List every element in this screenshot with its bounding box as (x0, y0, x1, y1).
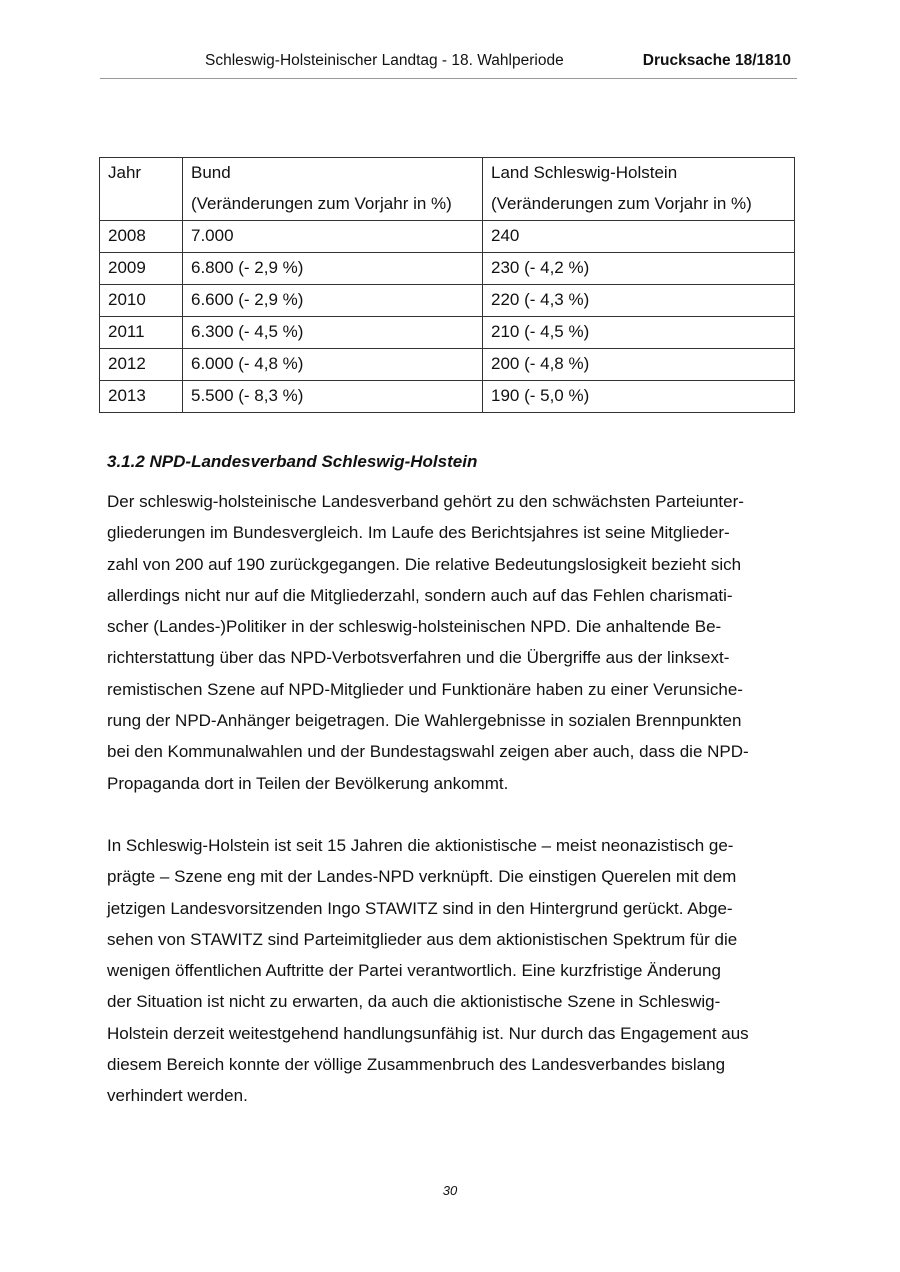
federal-cell: 6.300 (- 4,5 %) (183, 317, 483, 349)
state-cell: 220 (- 4,3 %) (483, 285, 795, 317)
text-line: In Schleswig-Holstein ist seit 15 Jahren die aktionistische – meist neonazistisch ge- (107, 836, 734, 855)
text-line: verhindert werden. (107, 1086, 248, 1106)
header-cell-federal: Bund (Veränderungen zum Vorjahr in %) (183, 158, 483, 221)
year-cell: 2012 (100, 349, 183, 381)
document-reference: Drucksache 18/1810 (642, 52, 791, 69)
text-line: Der schleswig-holsteinische Landesverband gehört zu den schwächsten Parteiunter- (107, 492, 744, 511)
year-cell: 2009 (100, 253, 183, 285)
state-cell: 200 (- 4,8 %) (483, 349, 795, 381)
table-row (100, 253, 795, 285)
text-line: remistischen Szene auf NPD-Mitglieder und Funktionäre haben zu einer Verunsiche- (107, 679, 743, 699)
text-line: zahl von 200 auf 190 zurückgegangen. Die relative Bedeutungslosigkeit bezieht sich (107, 554, 742, 574)
text-line: richterstattung über das NPD-Verbotsverfahren und die Übergriffe aus der linksext- (107, 648, 730, 668)
year-cell: 2011 (100, 317, 183, 349)
text-line: bei den Kommunalwahlen und der Bundestagswahl zeigen aber auch, dass die NPD- (107, 742, 749, 762)
text-line: diesem Bereich konnte der völlige Zusammenbruch des Landesverbandes bislang (107, 1055, 726, 1075)
federal-cell: 6.600 (- 2,9 %) (183, 285, 483, 317)
text-line: der Situation ist nicht zu erwarten, da auch die aktionistische Szene in Schleswig- (107, 992, 721, 1012)
header-title: Schleswig-Holsteinischer Landtag - 18. Wahlperiode (205, 52, 564, 69)
text-line: allerdings nicht nur auf die Mitgliederzahl, sondern auch auf das Fehlen charismati- (107, 585, 733, 605)
paragraph-1 (107, 486, 797, 799)
year-cell: 2013 (100, 381, 183, 413)
state-cell: 230 (- 4,2 %) (483, 253, 795, 285)
table-row (100, 317, 795, 349)
table-row (100, 285, 795, 317)
text-line: rung der NPD-Anhänger beigetragen. Die Wahlergebnisse in sozialen Brennpunkten (107, 711, 742, 731)
federal-cell: 6.000 (- 4,8 %) (183, 349, 483, 381)
federal-cell: 7.000 (183, 221, 483, 253)
page-number: 30 (442, 1183, 458, 1198)
text-line: Holstein derzeit weitestgehend handlungsunfähig ist. Nur durch das Engagement aus (107, 1023, 749, 1043)
year-cell: 2010 (100, 285, 183, 317)
state-cell: 240 (483, 221, 795, 253)
paragraph-2 (107, 830, 797, 1112)
year-cell: 2008 (100, 221, 183, 253)
header-cell-state: Land Schleswig-Holstein (Veränderungen zum Vorjahr in %) (483, 158, 795, 221)
text-line: jetzigen Landesvorsitzenden Ingo STAWITZ sind in den Hintergrund gerückt. Abge- (107, 898, 733, 918)
state-cell: 190 (- 5,0 %) (483, 381, 795, 413)
federal-cell: 6.800 (- 2,9 %) (183, 253, 483, 285)
membership-table (99, 157, 795, 413)
table-row (100, 349, 795, 381)
text-line: Propaganda dort in Teilen der Bevölkerung ankommt. (107, 773, 509, 793)
page-header (100, 52, 797, 79)
text-line: gliederungen im Bundesvergleich. Im Laufe des Berichtsjahres ist seine Mitglieder- (107, 523, 730, 543)
federal-cell: 5.500 (- 8,3 %) (183, 381, 483, 413)
text-line: wenigen öffentlichen Auftritte der Partei verantwortlich. Eine kurzfristige Änderung (107, 961, 721, 981)
text-line: prägte – Szene eng mit der Landes-NPD verknüpft. Die einstigen Querelen mit dem (107, 867, 737, 887)
section-heading: 3.1.2 NPD-Landesverband Schleswig-Holstein (107, 452, 478, 471)
state-cell: 210 (- 4,5 %) (483, 317, 795, 349)
header-cell-year: Jahr (100, 158, 183, 221)
table-row (100, 381, 795, 413)
table-row (100, 221, 795, 253)
text-line: scher (Landes-)Politiker in der schleswig-holsteinischen NPD. Die anhaltende Be- (107, 617, 722, 637)
table-header-row (100, 158, 795, 221)
text-line: sehen von STAWITZ sind Parteimitglieder aus dem aktionistischen Spektrum für die (107, 929, 738, 949)
